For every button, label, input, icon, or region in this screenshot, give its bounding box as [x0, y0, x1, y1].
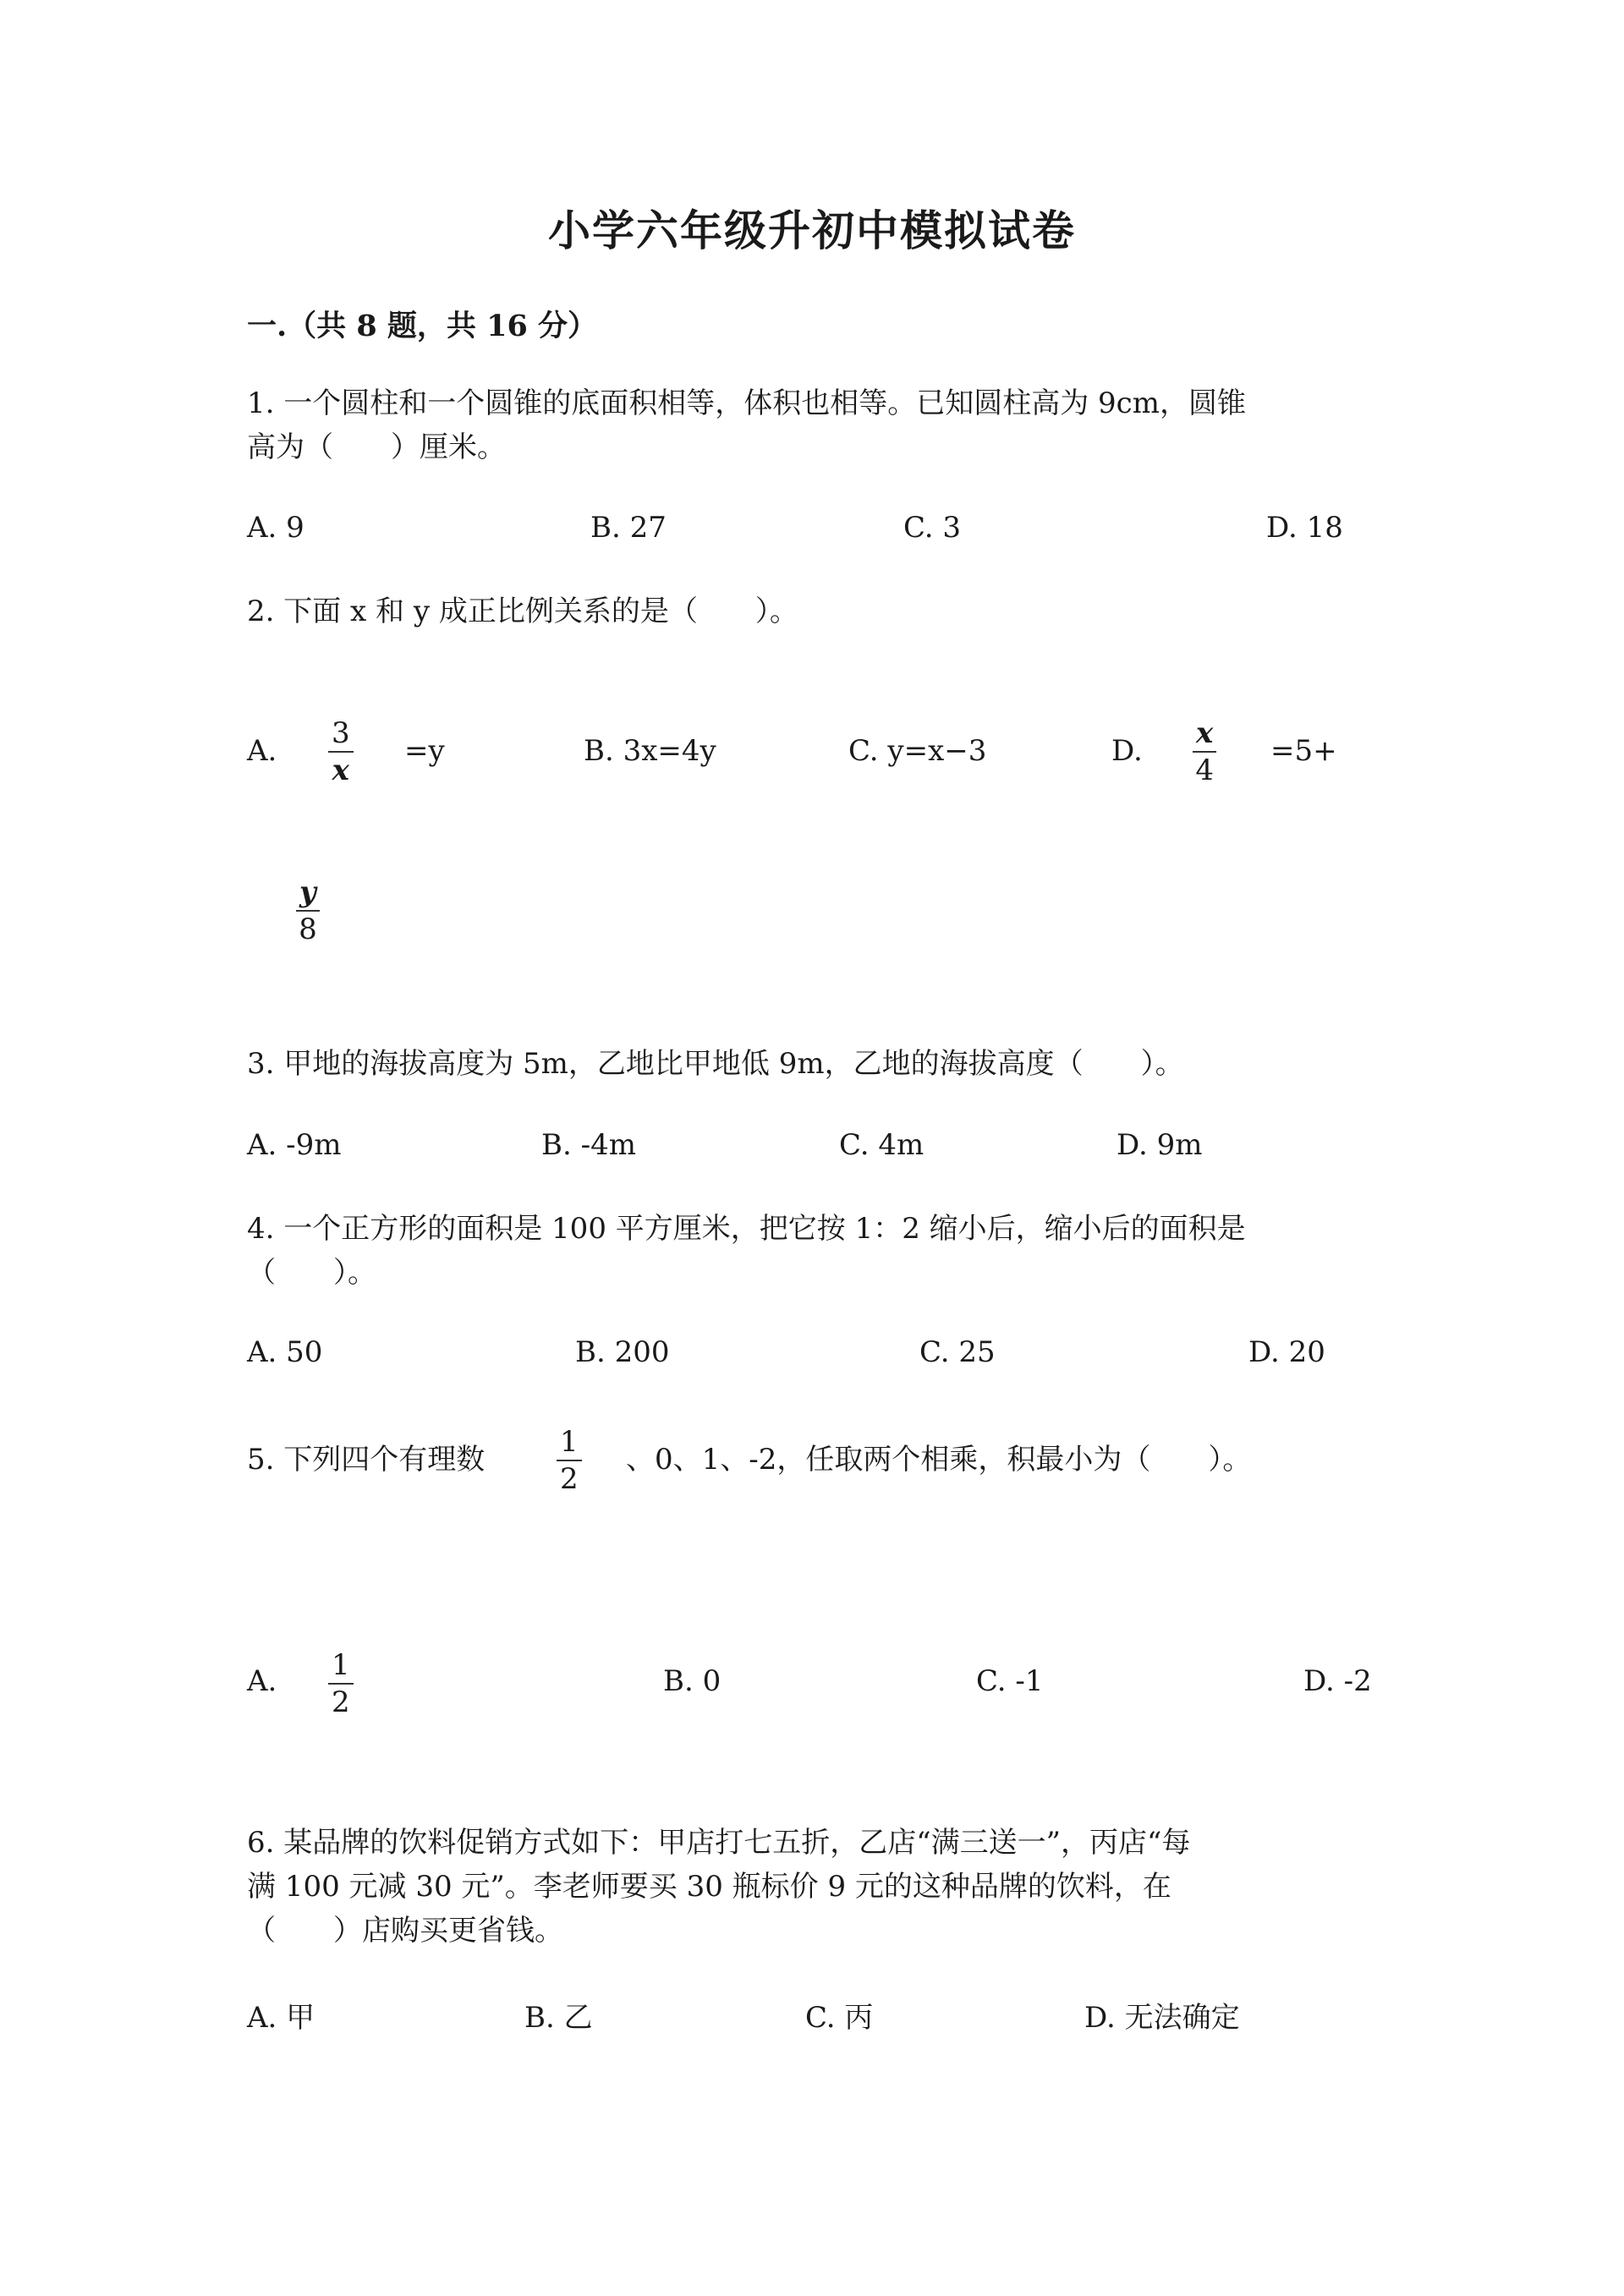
q3-option-a: A. -9m [247, 1128, 342, 1162]
q2-option-d-tail: =5+ [1270, 734, 1337, 768]
fraction-numerator: x [1196, 716, 1214, 750]
q2-option-d-label: D. [1111, 734, 1143, 768]
q5-option-a-label: A. [247, 1664, 277, 1698]
question-6-line-2: 满 100 元减 30 元”。李老师要买 30 瓶标价 9 元的这种品牌的饮料，在 [247, 1870, 1171, 1904]
q5-option-c: C. -1 [976, 1664, 1044, 1698]
question-3-text: 3. 甲地的海拔高度为 5m，乙地比甲地低 9m，乙地的海拔高度（ ）。 [247, 1047, 1184, 1081]
q2-option-a-label: A. [247, 734, 277, 768]
question-4-line-1: 4. 一个正方形的面积是 100 平方厘米，把它按 1：2 缩小后，缩小后的面积是 [247, 1212, 1246, 1246]
q4-option-b: B. 200 [575, 1335, 670, 1369]
q1-option-d: D. 18 [1266, 511, 1343, 545]
q3-option-c: C. 4m [839, 1128, 924, 1162]
fraction-denominator: x [332, 753, 349, 787]
fraction-denominator: 2 [332, 1685, 350, 1719]
q3-option-d: D. 9m [1116, 1128, 1203, 1162]
section-heading: 一.（共 8 题，共 16 分） [247, 309, 597, 343]
q5-fraction [557, 1426, 582, 1495]
question-5-text-start: 5. 下列四个有理数 [247, 1443, 486, 1477]
fraction-numerator: 3 [332, 716, 350, 750]
q6-option-d: D. 无法确定 [1084, 2001, 1240, 2035]
q1-option-b: B. 27 [590, 511, 667, 545]
q2-option-d-fraction [1193, 717, 1216, 786]
fraction-numerator: y [299, 875, 316, 909]
q6-option-b: B. 乙 [524, 2001, 593, 2035]
question-6-line-3: （ ）店购买更省钱。 [247, 1914, 563, 1948]
q1-option-c: C. 3 [903, 511, 962, 545]
q2-option-a-tail: =y [404, 734, 445, 768]
q2-option-a-fraction [328, 717, 354, 786]
question-5-text-end: 、0、1、-2，任取两个相乘，积最小为（ ）。 [626, 1443, 1252, 1477]
fraction-denominator: 2 [560, 1462, 579, 1496]
fraction-numerator: 1 [332, 1648, 350, 1682]
q3-option-b: B. -4m [541, 1128, 636, 1162]
fraction-denominator: 4 [1195, 753, 1214, 787]
q2-option-c: C. y=x−3 [848, 734, 987, 768]
q4-option-c: C. 25 [919, 1335, 996, 1369]
q1-option-a: A. 9 [247, 511, 304, 545]
q5-option-b: B. 0 [663, 1664, 721, 1698]
question-6-line-1: 6. 某品牌的饮料促销方式如下：甲店打七五折，乙店“满三送一”，丙店“每 [247, 1826, 1191, 1860]
q2-option-d-fraction-continued [296, 876, 320, 945]
fraction-numerator: 1 [560, 1425, 579, 1459]
question-2-text: 2. 下面 x 和 y 成正比例关系的是（ ）。 [247, 595, 798, 628]
question-4-line-2: （ ）。 [247, 1256, 376, 1290]
fraction-denominator: 8 [299, 912, 317, 946]
page-title: 小学六年级升初中模拟试卷 [548, 205, 1076, 255]
q4-option-a: A. 50 [247, 1335, 323, 1369]
q2-option-b: B. 3x=4y [584, 734, 716, 768]
q6-option-c: C. 丙 [805, 2001, 874, 2035]
q4-option-d: D. 20 [1248, 1335, 1325, 1369]
question-1-line-1: 1. 一个圆柱和一个圆锥的底面积相等，体积也相等。已知圆柱高为 9cm，圆锥 [247, 386, 1246, 420]
q5-option-d: D. -2 [1303, 1664, 1372, 1698]
q5-option-a-fraction [328, 1649, 354, 1718]
question-1-line-2: 高为（ ）厘米。 [247, 430, 506, 464]
q6-option-a: A. 甲 [247, 2001, 315, 2035]
